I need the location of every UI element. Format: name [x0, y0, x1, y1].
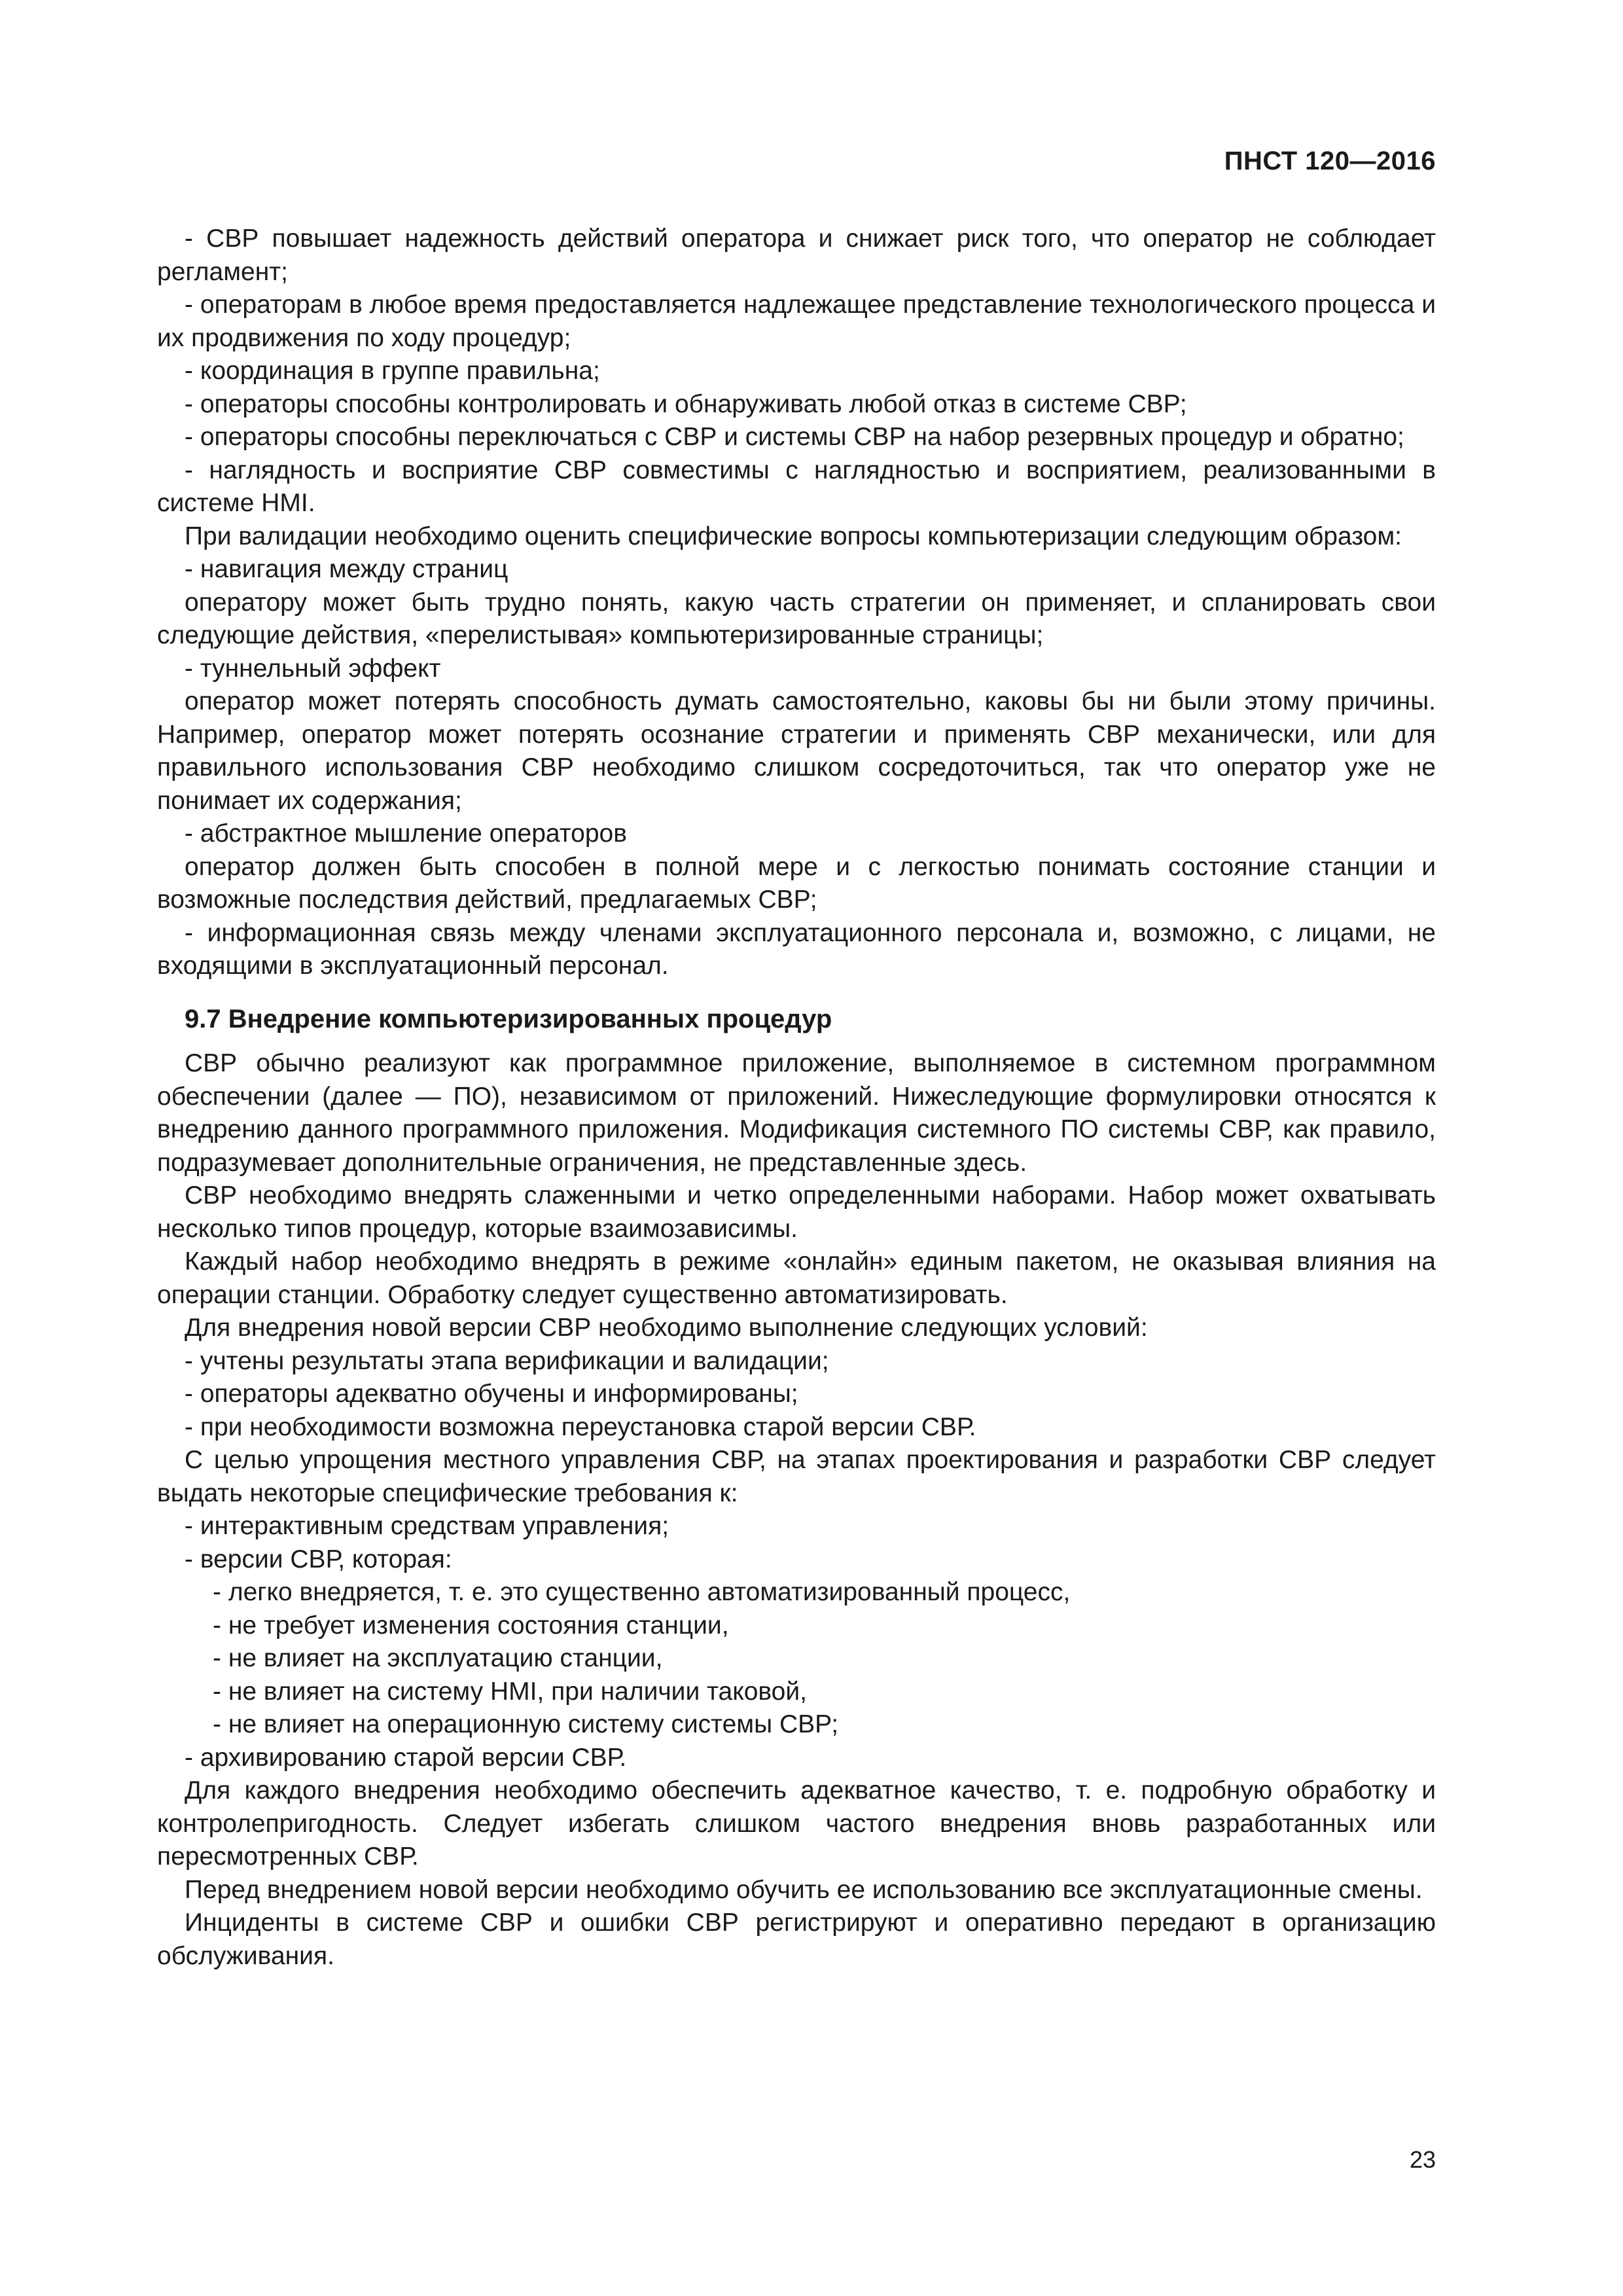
conditions-list: [157, 1345, 1436, 1444]
list-item: - архивированию старой версии СВР.: [185, 1743, 627, 1772]
validation-issue-abstract-thinking: [157, 817, 1436, 917]
section-paragraph: СВР обычно реализуют как программное приложение, выполняемое в системном программном обеспечении (далее — ПО), независимом от приложений. Нижеследующие формулировки относятся к внедрению данного программного приложения. Модификация системного ПО системы СВР, как правило, подразумевает дополнительные ограничения, не представленные здесь.: [157, 1049, 1436, 1177]
section-paragraph: Перед внедрением новой версии необходимо обучить ее использованию все эксплуатационные смены.: [185, 1875, 1423, 1904]
section-paragraph: СВР необходимо внедрять слаженными и четко определенными наборами. Набор может охватывать несколько типов процедур, которые взаимозависимы.: [157, 1181, 1436, 1243]
validation-issue-title: - абстрактное мышление операторов: [185, 819, 627, 848]
list-item: - интерактивным средствам управления;: [185, 1512, 669, 1540]
section-paragraph: Для каждого внедрения необходимо обеспечить адекватное качество, т. е. подробную обработку и контролепригодность. Следует избегать слишком частого внедрения вновь разработанных или пересмотренных СВР.: [157, 1776, 1436, 1871]
section-paragraph: Каждый набор необходимо внедрять в режиме «онлайн» единым пакетом, не оказывая влияния на операции станции. Обработку следует существенно автоматизировать.: [157, 1247, 1436, 1309]
section-paragraph: С целью упрощения местного управления СВР, на этапах проектирования и разработки СВР следует выдать некоторые специфические требования к:: [157, 1446, 1436, 1507]
validation-issue-communication: - информационная связь между членами эксплуатационного персонала и, возможно, с лицами, не входящими в эксплуатационный персонал.: [157, 918, 1436, 980]
list-item: - координация в группе правильна;: [185, 357, 600, 385]
list-item: - операторы адекватно обучены и информированы;: [185, 1380, 798, 1408]
list-item: - версии СВР, которая:: [185, 1545, 452, 1573]
section-paragraph: Для внедрения новой версии СВР необходимо выполнение следующих условий:: [185, 1314, 1148, 1342]
requirements-list: [157, 1510, 1436, 1774]
list-item: - учтены результаты этапа верификации и валидации;: [185, 1346, 829, 1375]
validation-issue-title: - туннельный эффект: [185, 654, 441, 683]
section-heading: 9.7 Внедрение компьютеризированных процедур: [185, 1004, 832, 1033]
validation-issue-text: оператор может потерять способность думать самостоятельно, каковы бы ни были этому причины. Например, оператор может потерять осознание стратегии и применять СВР механически, или для правильного использования СВР необходимо слишком сосредоточиться, так что оператор уже не понимает их содержания;: [157, 687, 1436, 815]
list-item: - СВР повышает надежность действий оператора и снижает риск того, что оператор не соблюдает регламент;: [157, 224, 1436, 286]
section-paragraph: Инциденты в системе СВР и ошибки СВР регистрируют и оперативно передают в организацию обслуживания.: [157, 1909, 1436, 1970]
document-body: [157, 223, 1436, 1973]
nested-requirements-list: [157, 1576, 1436, 1742]
validation-issue-text: оператору может быть трудно понять, какую часть стратегии он применяет, и спланировать свои следующие действия, «перелистывая» компьютеризированные страницы;: [157, 588, 1436, 649]
list-item: - операторы способны контролировать и обнаруживать любой отказ в системе СВР;: [185, 389, 1187, 418]
nested-list-item: - не влияет на операционную систему системы СВР;: [213, 1710, 839, 1738]
list-item: - при необходимости возможна переустановка старой версии СВР.: [185, 1412, 976, 1441]
nested-list-item: - не требует изменения состояния станции,: [213, 1611, 729, 1640]
list-item: - операторам в любое время предоставляется надлежащее представление технологического процесса и их продвижения по ходу процедур;: [157, 291, 1436, 352]
validation-issue-text: оператор должен быть способен в полной мере и с легкостью понимать состояние станции и возможные последствия действий, предлагаемых СВР;: [157, 852, 1436, 914]
validation-issue-tunnel-effect: [157, 653, 1436, 818]
nested-list-item: - легко внедряется, т. е. это существенно автоматизированный процесс,: [213, 1578, 1071, 1606]
validation-issue-navigation: [157, 553, 1436, 653]
page-number: 23: [1409, 2146, 1436, 2173]
validation-issue-title: - навигация между страниц: [185, 555, 508, 583]
nested-list-item: - не влияет на систему HMI, при наличии таковой,: [213, 1677, 807, 1706]
intro-bullet-list: [157, 223, 1436, 520]
nested-list-item: - не влияет на эксплуатацию станции,: [213, 1644, 663, 1672]
document-id-header: ПНСТ 120—2016: [1224, 147, 1436, 175]
list-item: - операторы способны переключаться с СВР и системы СВР на набор резервных процедур и обратно;: [185, 423, 1404, 451]
validation-intro-paragraph: При валидации необходимо оценить специфические вопросы компьютеризации следующим образом:: [185, 522, 1402, 550]
list-item: - наглядность и восприятие СВР совместимы с наглядностью и восприятием, реализованными в системе HMI.: [157, 456, 1436, 517]
